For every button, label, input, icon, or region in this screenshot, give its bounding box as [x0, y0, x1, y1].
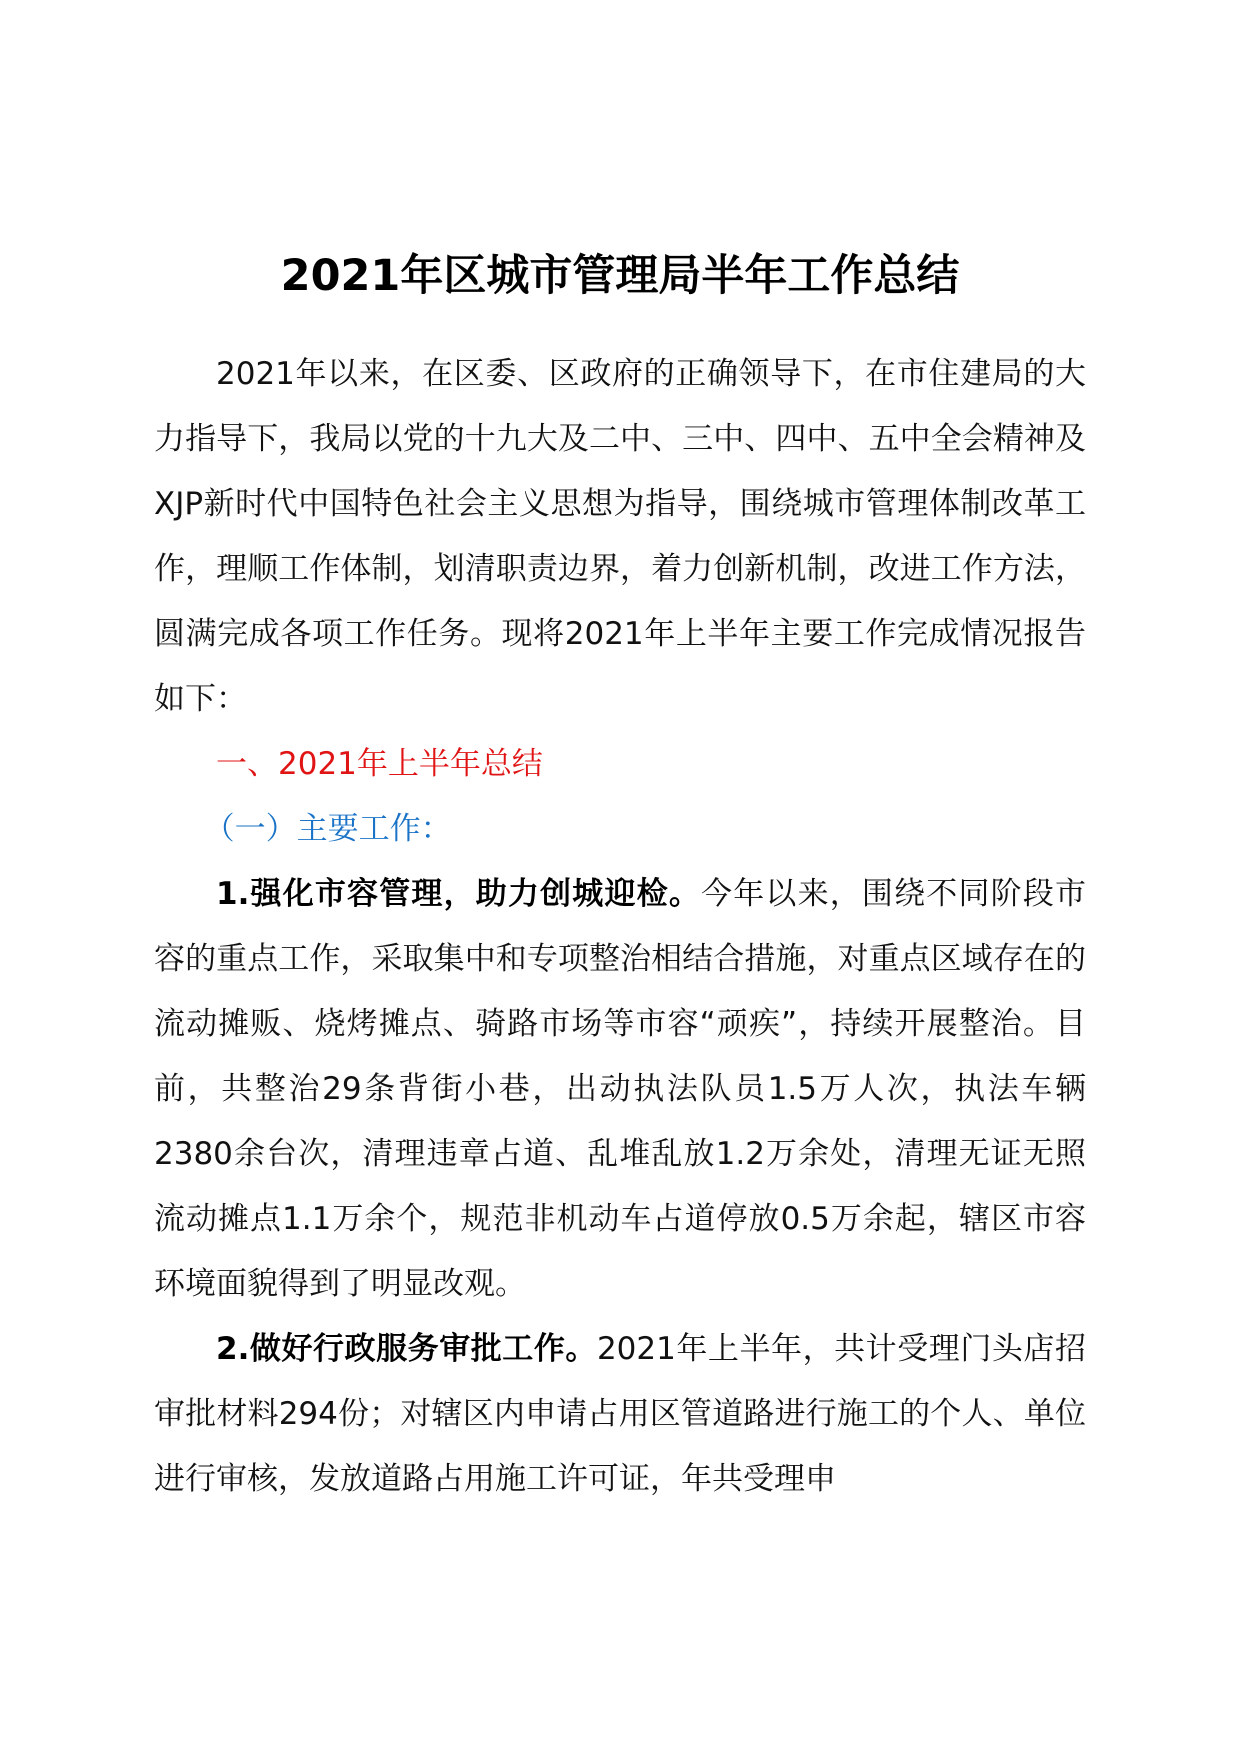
intro-paragraph: 2021年以来，在区委、区政府的正确领导下，在市住建局的大力指导下，我局以党的十九大及二中、三中、四中、五中全会精神及XJP新时代中国特色社会主义思想为指导，围绕城市管理体制改革工作，理顺工作体制，划清职责边界，着力创新机制，改进工作方法，圆满完成各项工作任务。现将2021年上半年主要工作完成情况报告如下： — [154, 356, 1086, 717]
subsection-heading: （一）主要工作： — [203, 811, 452, 847]
document-title: 2021年区城市管理局半年工作总结 — [280, 251, 960, 301]
section-heading: 一、2021年上半年总结 — [216, 746, 543, 782]
item-2-lead: 2.做好行政服务审批工作。 — [216, 1331, 597, 1367]
item-2-text: 2021年上半年，共计受理门头店招审批材料294份；对辖区内申请占用区管道路进行施工的个人、单位进行审核，发放道路占用施工许可证，年共受理申 — [154, 1331, 1086, 1497]
item-1-lead: 1.强化市容管理，助力创城迎检。 — [216, 876, 702, 912]
item-1-text: 今年以来，围绕不同阶段市容的重点工作，采取集中和专项整治相结合措施，对重点区域存在的流动摊贩、烧烤摊点、骑路市场等市容“顽疾”，持续开展整治。目前，共整治29条背街小巷，出动执法队员1.5万人次，执法车辆2380余台次，清理违章占道、乱堆乱放1.2万余处，清理无证无照流动摊点1.1万余个，规范非机动车占道停放0.5万余起，辖区市容环境面貌得到了明显改观。 — [154, 876, 1086, 1302]
item-1-paragraph — [154, 862, 1086, 1317]
document-body — [154, 342, 1086, 1512]
item-2-paragraph — [154, 1317, 1086, 1512]
